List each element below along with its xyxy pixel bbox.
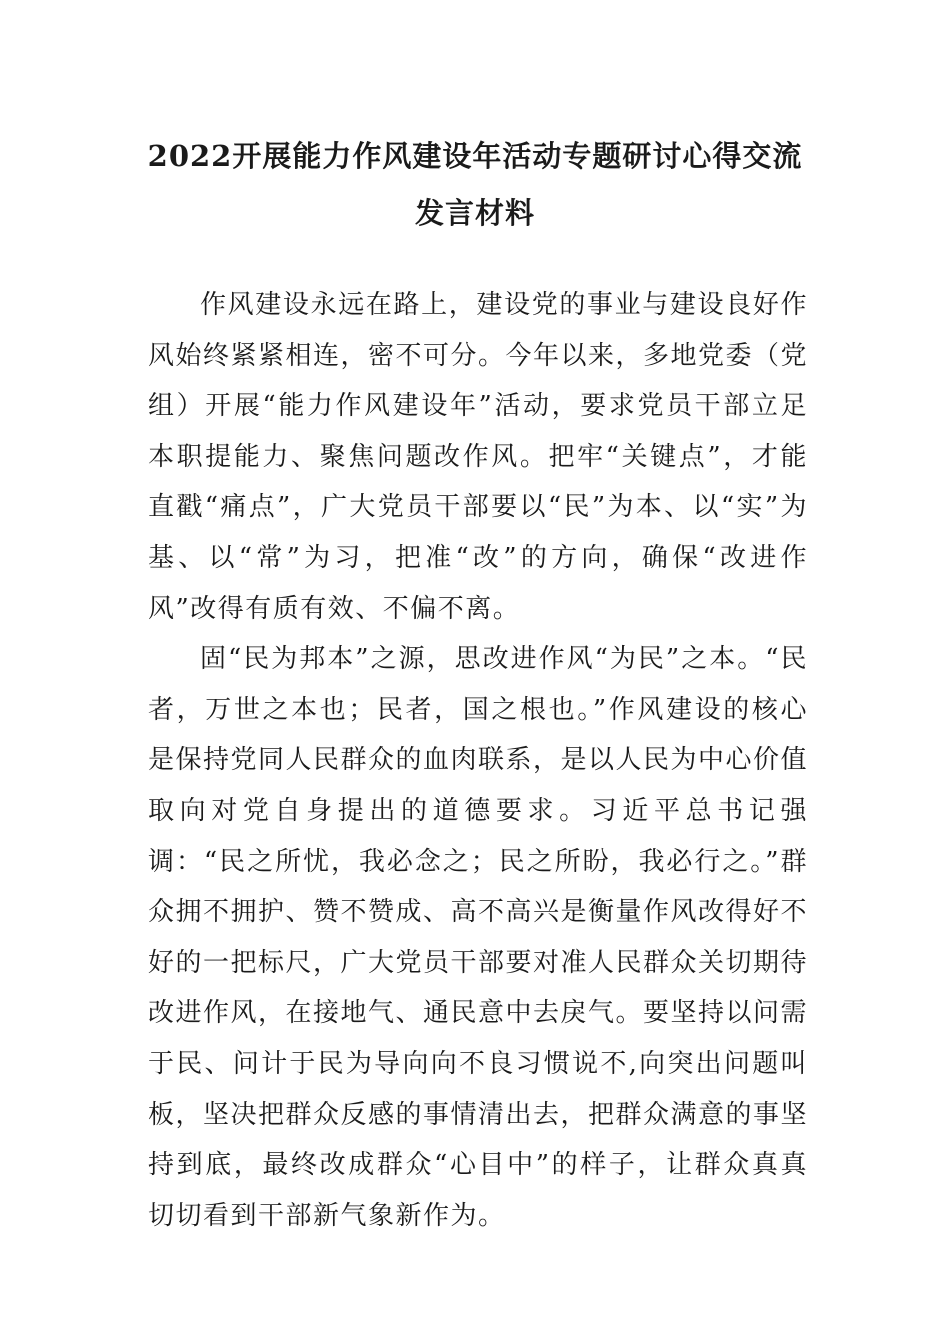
paragraph-1: 作风建设永远在路上，建设党的事业与建设良好作风始终紧紧相连，密不可分。今年以来，多地党委（党组）开展“能力作风建设年”活动，要求党员干部立足本职提能力、聚焦问题改作风。把牢“关键点”，才能直戳“痛点”，广大党员干部要以“民”为本、以“实”为基、以“常”为习，把准“改”的方向，确保“改进作风”改得有质有效、不偏不离。 xyxy=(148,290,809,624)
document-title: 2022开展能力作风建设年活动专题研讨心得交流发言材料 xyxy=(147,139,803,230)
document-body xyxy=(148,280,808,1241)
paragraph-2: 固“民为邦本”之源，思改进作风“为民”之本。“民者，万世之本也；民者，国之根也。”作风建设的核心是保持党同人民群众的血肉联系，是以人民为中心价值取向对党自身提出的道德要求。习近平总书记强调：“民之所忧，我必念之；民之所盼，我必行之。”群众拥不拥护、赞不赞成、高不高兴是衡量作风改得好不好的一把标尺，广大党员干部要对准人民群众关切期待改进作风，在接地气、通民意中去戾气。要坚持以问需于民、问计于民为导向向不良习惯说不,向突出问题叫板，坚决把群众反感的事情清出去，把群众满意的事坚持到底，最终改成群众“心目中”的样子，让群众真真切切看到干部新气象新作为。 xyxy=(148,644,809,1231)
